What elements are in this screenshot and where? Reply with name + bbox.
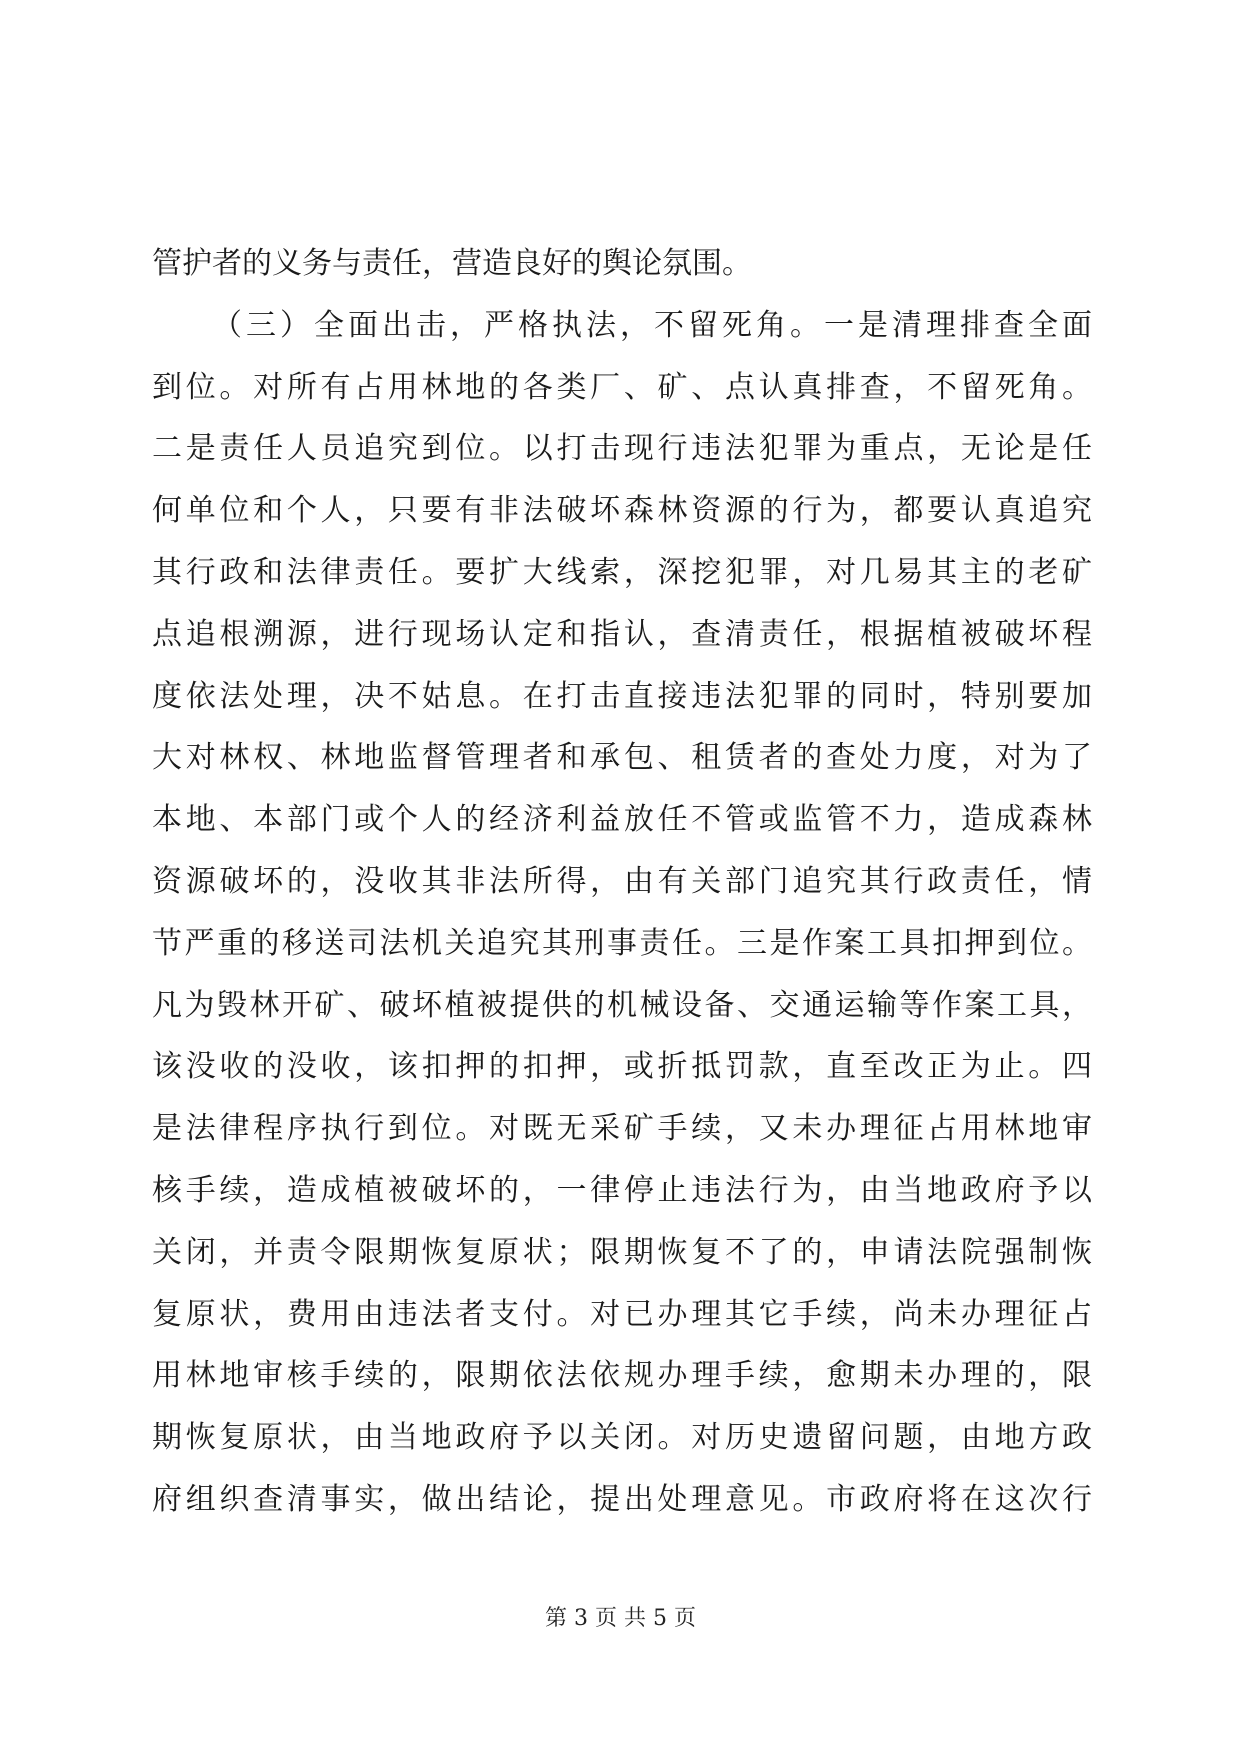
text-line: 是法律程序执行到位。对既无采矿手续，又未办理征占用林地审 [152, 1111, 1092, 1147]
text-line: 到位。对所有占用林地的各类厂、矿、点认真排查，不留死角。 [152, 369, 1092, 405]
text-line: 期恢复原状，由当地政府予以关闭。对历史遗留问题，由地方政 [152, 1420, 1092, 1456]
text-line: 何单位和个人，只要有非法破坏森林资源的行为，都要认真追究 [152, 493, 1092, 529]
text-line: 点追根溯源，进行现场认定和指认，查清责任，根据植被破坏程 [152, 616, 1092, 652]
text-line: 节严重的移送司法机关追究其刑事责任。三是作案工具扣押到位。 [152, 925, 1092, 961]
text-line: 本地、本部门或个人的经济利益放任不管或监管不力，造成森林 [152, 802, 1092, 838]
text-line: 度依法处理，决不姑息。在打击直接违法犯罪的同时，特别要加 [152, 678, 1092, 714]
text-line: 该没收的没收，该扣押的扣押，或折抵罚款，直至改正为止。四 [152, 1049, 1092, 1085]
text-line: 复原状，费用由违法者支付。对已办理其它手续，尚未办理征占 [152, 1296, 1092, 1332]
text-line: 用林地审核手续的，限期依法依规办理手续，愈期未办理的，限 [152, 1358, 1092, 1394]
text-line: 大对林权、林地监督管理者和承包、租赁者的查处力度，对为了 [152, 740, 1092, 776]
text-line: 关闭，并责令限期恢复原状；限期恢复不了的，申请法院强制恢 [152, 1234, 1092, 1270]
page-number-footer: 第 3 页 共 5 页 [545, 1606, 696, 1631]
text-line: 核手续，造成植被破坏的，一律停止违法行为，由当地政府予以 [152, 1172, 1092, 1208]
text-line: 二是责任人员追究到位。以打击现行违法犯罪为重点，无论是任 [152, 431, 1092, 467]
text-line: 管护者的义务与责任，营造良好的舆论氛围。 [152, 246, 752, 281]
text-line: 资源破坏的，没收其非法所得，由有关部门追究其行政责任，情 [152, 863, 1092, 899]
text-line: 府组织查清事实，做出结论，提出处理意见。市政府将在这次行 [152, 1481, 1092, 1517]
document-body [152, 233, 1092, 1531]
text-line: 其行政和法律责任。要扩大线索，深挖犯罪，对几易其主的老矿 [152, 554, 1092, 590]
paragraph-heading-line: （三）全面出击，严格执法，不留死角。一是清理排查全面 [212, 307, 1092, 343]
text-line: 凡为毁林开矿、破坏植被提供的机械设备、交通运输等作案工具， [152, 987, 1092, 1023]
